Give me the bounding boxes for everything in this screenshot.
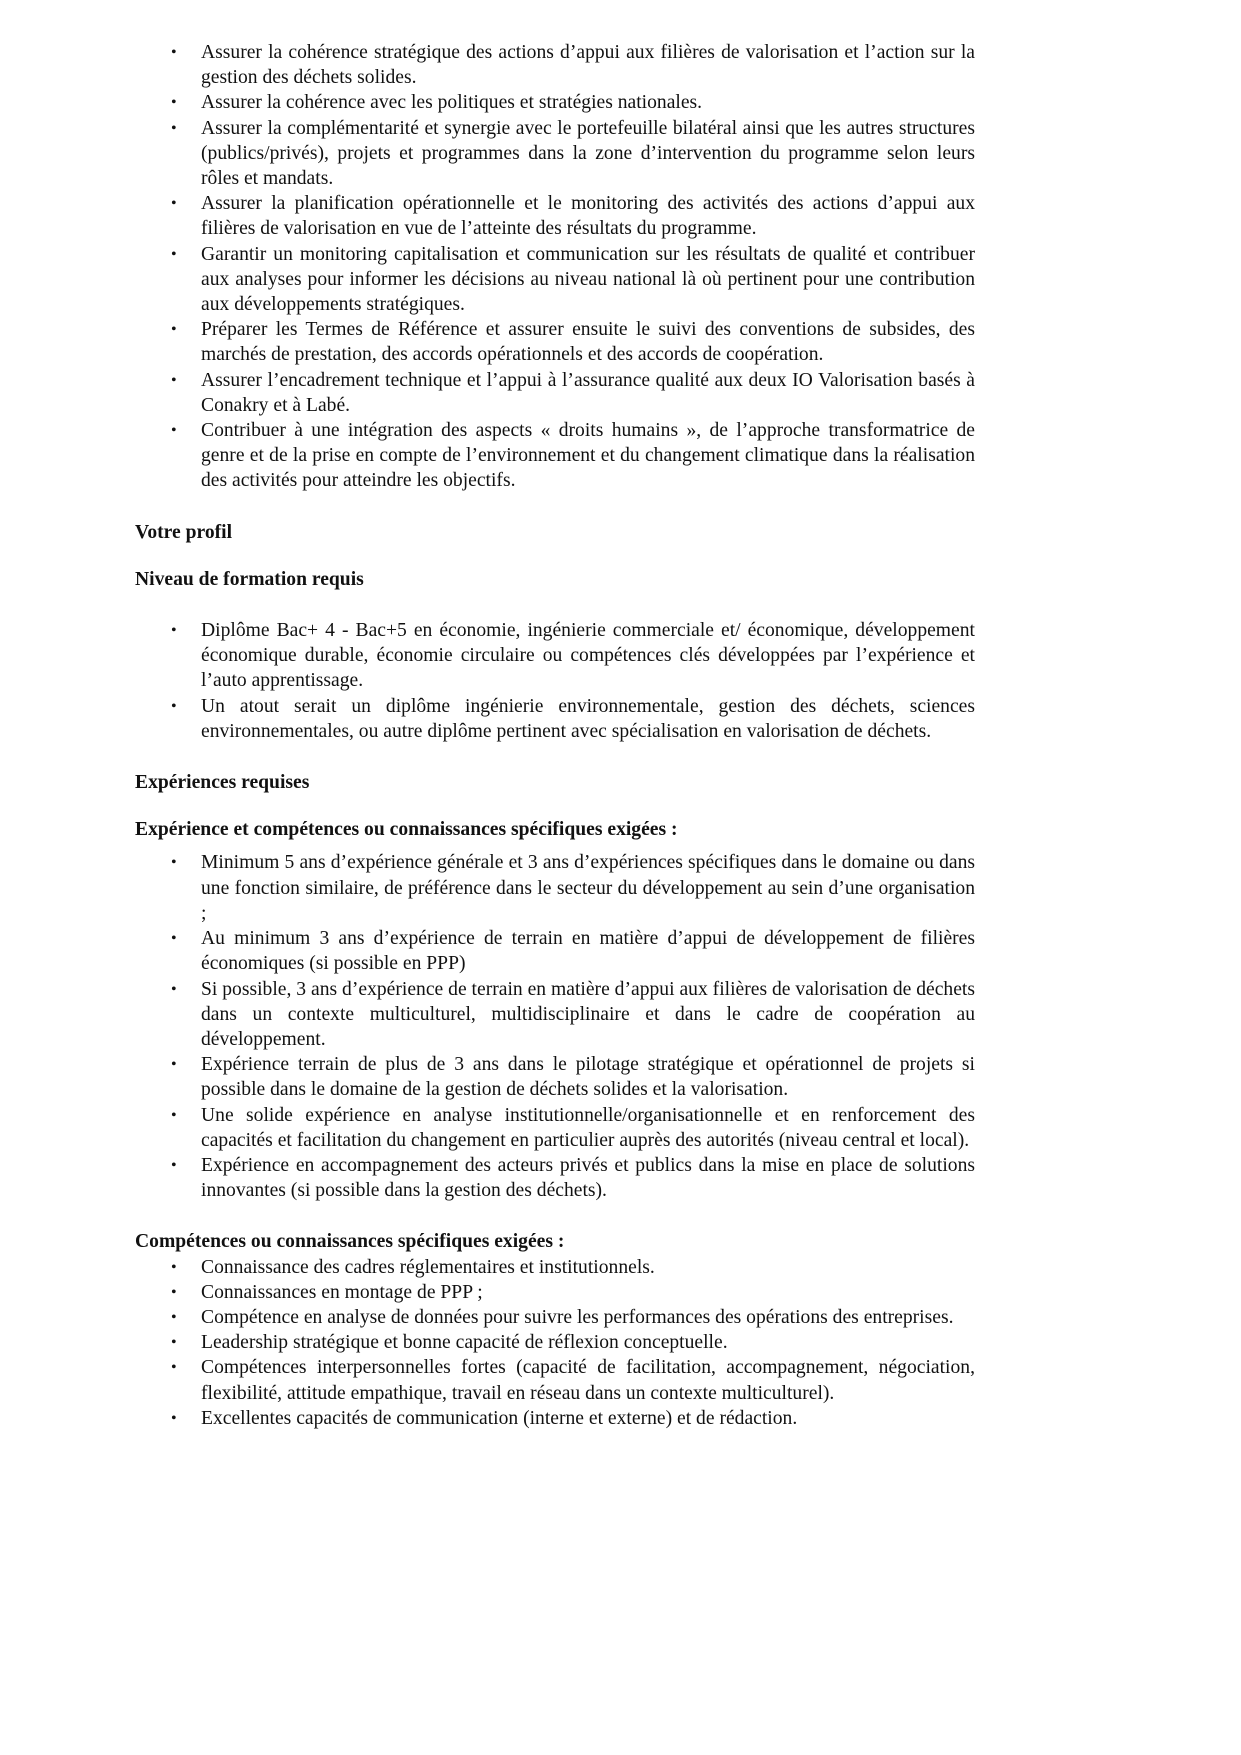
bullet-icon: • (171, 980, 177, 998)
list-item (135, 191, 975, 241)
list-item-text: Leadership stratégique et bonne capacité de réflexion conceptuelle. (201, 1332, 728, 1354)
bullet-icon: • (171, 1409, 177, 1427)
list-item-text: Connaissance des cadres réglementaires et institutionnels. (201, 1256, 655, 1278)
list-item-text: Préparer les Termes de Référence et assurer ensuite le suivi des conventions de subsides, des marchés de prestation, des accords opérationnels et des accords de coopération. (201, 319, 975, 366)
list-item (135, 926, 975, 976)
bullet-icon: • (171, 44, 177, 61)
bullet-icon: • (171, 94, 177, 112)
list-item-text: Un atout serait un diplôme ingénierie environnementale, gestion des déchets, sciences environnementales, ou autre diplôme pertinent avec spécialisation en valorisation de déchets. (201, 695, 975, 742)
bullet-icon: • (171, 1106, 177, 1124)
education-heading: Niveau de formation requis (135, 568, 364, 590)
responsibilities-list (135, 40, 975, 494)
bullet-icon: • (171, 1308, 177, 1326)
list-item-text: Assurer la cohérence stratégique des actions d’appui aux filières de valorisation et l’action sur la gestion des déchets solides. (201, 42, 975, 89)
experience-list (135, 850, 975, 1203)
list-item-text: Une solide expérience en analyse institutionnelle/organisationnelle et en renforcement des capacités et facilitation du changement en particulier auprès des autorités (niveau central et local). (201, 1104, 975, 1151)
bullet-icon: • (171, 622, 177, 640)
list-item-text: Expérience terrain de plus de 3 ans dans le pilotage stratégique et opérationnel de projets si possible dans le domaine de la gestion de déchets solides et la valorisation. (201, 1054, 975, 1101)
bullet-icon: • (171, 1056, 177, 1074)
bullet-icon: • (171, 1283, 177, 1301)
bullet-icon: • (171, 422, 177, 440)
list-item-text: Compétences interpersonnelles fortes (capacité de facilitation, accompagnement, négociation, flexibilité, attitude empathique, travail en réseau dans un contexte multiculturel). (201, 1357, 975, 1404)
skills-list (135, 1255, 975, 1431)
bullet-icon: • (171, 1359, 177, 1377)
skills-heading: Compétences ou connaissances spécifiques exigées : (135, 1231, 565, 1253)
bullet-icon: • (171, 930, 177, 948)
list-item (135, 977, 975, 1053)
list-item-text: Au minimum 3 ans d’expérience de terrain en matière d’appui de développement de filières économiques (si possible en PPP) (201, 928, 975, 975)
bullet-icon: • (171, 697, 177, 715)
list-item (135, 418, 975, 494)
list-item-text: Assurer la cohérence avec les politiques et stratégies nationales. (201, 92, 703, 114)
bullet-icon: • (171, 195, 177, 213)
list-item (135, 850, 975, 926)
list-item-text: Diplôme Bac+ 4 - Bac+5 en économie, ingénierie commerciale et/ économique, développement économique durable, économie circulaire ou compétences clés développées par l’expérience et l’auto apprentissage. (201, 620, 975, 692)
document-page (135, 40, 975, 1431)
bullet-icon: • (171, 245, 177, 263)
list-item (135, 90, 975, 115)
list-item (135, 1052, 975, 1102)
list-item-text: Assurer l’encadrement technique et l’appui à l’assurance qualité aux deux IO Valorisation basés à Conakry et à Labé. (201, 369, 975, 416)
list-item-text: Connaissances en montage de PPP ; (201, 1281, 483, 1303)
bullet-icon: • (171, 321, 177, 339)
list-item-text: Assurer la planification opérationnelle et le monitoring des activités des actions d’appui aux filières de valorisation en vue de l’atteinte des résultats du programme. (201, 193, 975, 240)
list-item-text: Compétence en analyse de données pour suivre les performances des opérations des entreprises. (201, 1306, 954, 1328)
list-item (135, 1255, 975, 1280)
list-item (135, 242, 975, 318)
list-item (135, 317, 975, 367)
bullet-icon: • (171, 1156, 177, 1174)
list-item (135, 1330, 975, 1355)
list-item (135, 1305, 975, 1330)
bullet-icon: • (171, 854, 177, 872)
list-item-text: Assurer la complémentarité et synergie avec le portefeuille bilatéral ainsi que les autres structures (publics/privés), projets et programmes dans la zone d’intervention du programme selon leurs rôles et mandats. (201, 117, 975, 190)
list-item (135, 40, 975, 90)
list-item-text: Excellentes capacités de communication (interne et externe) et de rédaction. (201, 1407, 798, 1429)
list-item (135, 1103, 975, 1153)
experience-heading: Expériences requises (135, 772, 310, 794)
list-item-text: Minimum 5 ans d’expérience générale et 3 ans d’expériences spécifiques dans le domaine ou dans une fonction similaire, de préférence dans le secteur du développement au sein d’une organisation ; (201, 852, 975, 924)
bullet-icon: • (171, 1334, 177, 1352)
bullet-icon: • (171, 1258, 177, 1276)
list-item-text: Si possible, 3 ans d’expérience de terrain en matière d’appui aux filières de valorisation de déchets dans un contexte multiculturel, multidisciplinaire et dans le cadre de coopération au développement. (201, 978, 975, 1050)
list-item (135, 116, 975, 192)
list-item (135, 368, 975, 418)
list-item (135, 1355, 975, 1405)
list-item (135, 1280, 975, 1305)
list-item-text: Garantir un monitoring capitalisation et communication sur les résultats de qualité et contribuer aux analyses pour informer les décisions au niveau national là où pertinent pour une contribution aux développements stratégiques. (201, 243, 975, 316)
education-list (135, 618, 975, 744)
list-item-text: Contribuer à une intégration des aspects « droits humains », de l’approche transformatrice de genre et de la prise en compte de l’environnement et du changement climatique dans la réalisation des activités pour atteindre les objectifs. (201, 420, 975, 492)
bullet-icon: • (171, 119, 177, 137)
list-item-text: Expérience en accompagnement des acteurs privés et publics dans la mise en place de solutions innovantes (si possible dans la gestion des déchets). (201, 1154, 975, 1202)
list-item (135, 1406, 975, 1431)
experience-sub-heading: Expérience et compétences ou connaissances spécifiques exigées : (135, 819, 678, 841)
list-item (135, 618, 975, 694)
profile-heading: Votre profil (135, 521, 233, 543)
list-item (135, 694, 975, 744)
bullet-icon: • (171, 371, 177, 389)
list-item (135, 1153, 975, 1203)
